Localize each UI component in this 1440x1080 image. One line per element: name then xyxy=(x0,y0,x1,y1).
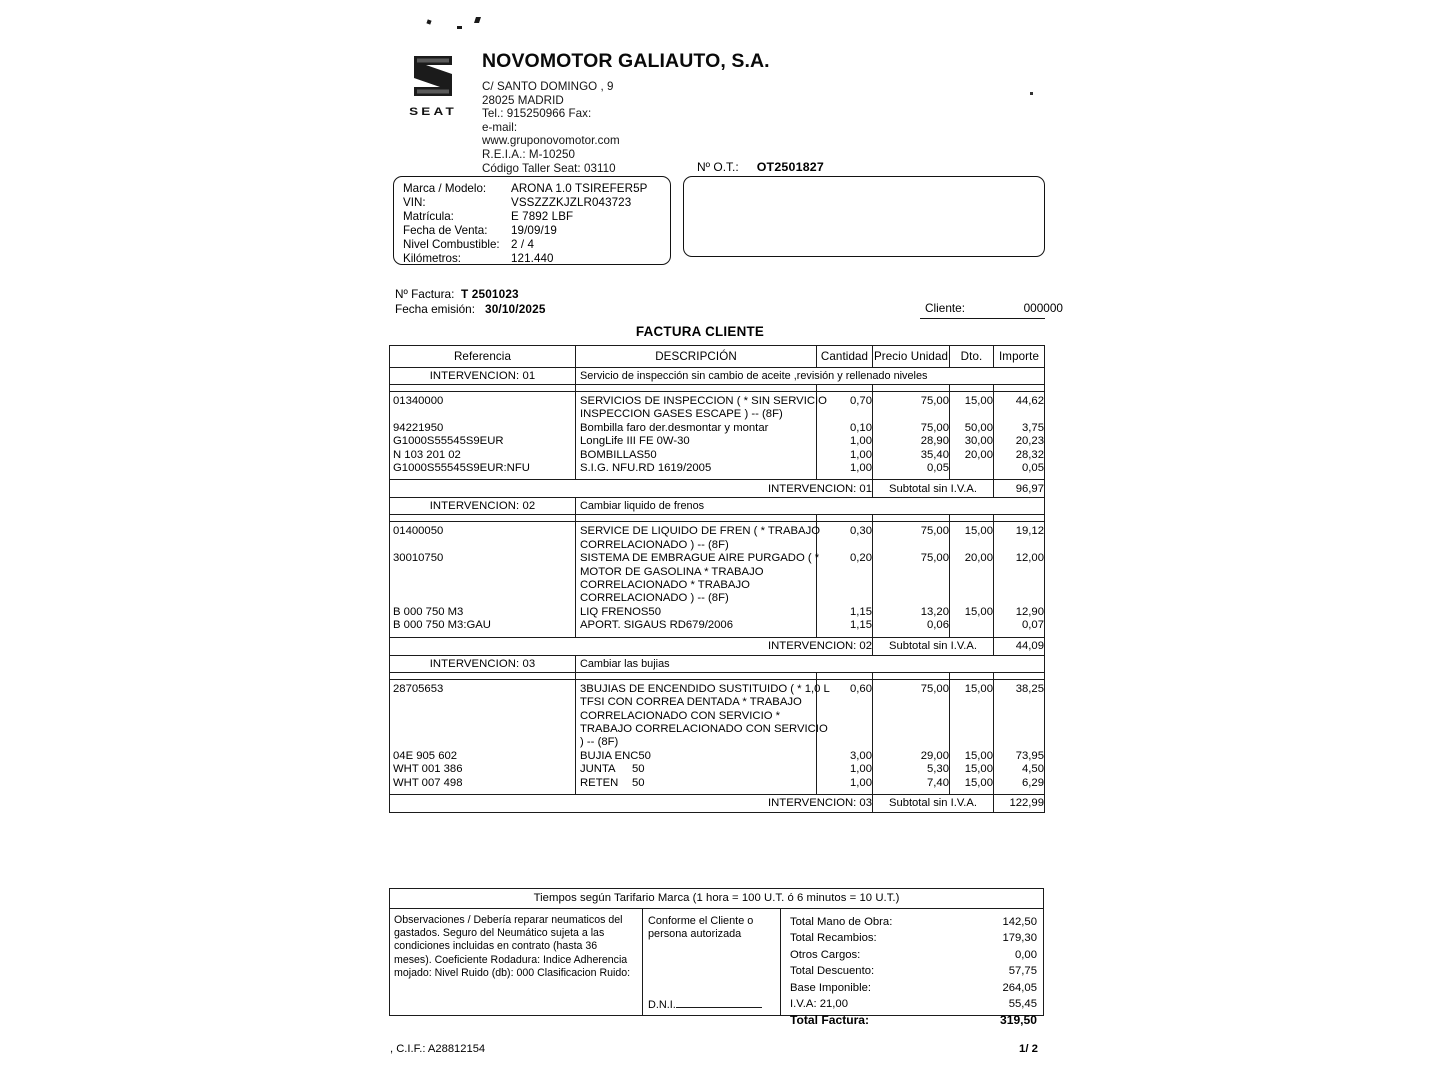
item-dto: 30,00 xyxy=(964,435,993,448)
item-cantidad: 3,00 xyxy=(850,749,872,762)
total-row-vat xyxy=(781,996,1043,1012)
order-number xyxy=(697,160,824,174)
item-desc-qtycode: 50 xyxy=(644,448,657,461)
item-dto: 20,00 xyxy=(964,552,993,565)
item-ref: G1000S55545S9EUR xyxy=(393,435,504,448)
table-row xyxy=(390,679,1045,794)
item-desc: LongLife III FE 0W-30 xyxy=(580,435,690,448)
intervention-description: Servicio de inspección sin cambio de aceite ,revisión y rellenado niveles xyxy=(576,368,1045,385)
total-value: 264,05 xyxy=(1002,981,1037,994)
total-row-grand-total xyxy=(781,1012,1043,1028)
vehicle-value: 19/09/19 xyxy=(511,223,557,237)
total-label: Total Recambios: xyxy=(790,932,877,945)
cell-importe xyxy=(994,679,1045,794)
order-number-label: Nº O.T.: xyxy=(697,160,739,174)
intervention-header-row xyxy=(390,655,1045,672)
item-desc: SERVICIOS DE INSPECCION ( * SIN SERVICIO xyxy=(580,395,827,407)
item-importe: 6,29 xyxy=(1022,776,1044,789)
vehicle-value: 121.440 xyxy=(511,251,554,265)
item-ref: 04E 905 602 xyxy=(393,749,458,762)
company-workshop-code: Código Taller Seat: 03110 xyxy=(482,161,616,175)
invoice-date-label: Fecha emisión: xyxy=(395,302,475,317)
item-desc: INSPECCION GASES ESCAPE ) -- (8F) xyxy=(580,408,783,421)
cell-dto xyxy=(950,392,994,480)
item-dto: 15,00 xyxy=(964,763,993,776)
column-header-importe: Importe xyxy=(994,346,1045,368)
total-row-other-charges xyxy=(781,947,1043,963)
item-cantidad: 0,60 xyxy=(850,682,872,695)
item-desc: S.I.G. NFU.RD 1619/2005 xyxy=(580,462,712,475)
item-desc xyxy=(580,750,816,763)
customer-number-value: 000000 xyxy=(1023,301,1063,315)
subtotal-label: Subtotal sin I.V.A. xyxy=(873,794,994,812)
customer-address-box xyxy=(683,176,1045,257)
item-desc: SISTEMA DE EMBRAGUE AIRE PURGADO ( * xyxy=(580,552,820,565)
cell-descripcion xyxy=(576,679,830,794)
conformity-text: Conforme el Cliente o persona autorizada xyxy=(648,915,754,941)
item-importe: 20,23 xyxy=(1015,435,1044,448)
footer-summary xyxy=(389,888,1044,1028)
item-desc: TFSI CON CORREA DENTADA * TRABAJO xyxy=(580,696,802,709)
invoice-number-value: T 2501023 xyxy=(461,287,519,301)
scan-artifacts xyxy=(405,14,495,32)
cell-referencia xyxy=(390,679,576,794)
spacer-row xyxy=(390,672,1045,679)
table-row xyxy=(390,522,1045,637)
vehicle-label: Marca / Modelo: xyxy=(403,182,487,195)
table-row xyxy=(390,392,1045,480)
item-desc: ) -- (8F) xyxy=(580,736,619,749)
item-precio: 0,05 xyxy=(927,462,949,475)
page-number: 1/ 2 xyxy=(1019,1043,1038,1055)
item-desc-qtycode: 50 xyxy=(638,749,651,762)
total-label: Total Descuento: xyxy=(790,965,875,978)
column-header-descripcion: DESCRIPCIÓN xyxy=(576,346,817,368)
order-number-value: OT2501827 xyxy=(756,160,824,174)
intervention-name: INTERVENCION: 03 xyxy=(390,655,576,672)
subtotal-row xyxy=(390,480,1045,498)
invoice-meta xyxy=(395,287,546,317)
item-desc: CORRELACIONADO ) -- (8F) xyxy=(580,592,729,605)
cell-dto xyxy=(950,522,994,637)
item-desc-name: LIQ FRENOS xyxy=(580,605,649,618)
dni-label: D.N.I. xyxy=(648,999,676,1011)
vehicle-info-box xyxy=(393,176,671,265)
item-ref: B 000 750 M3 xyxy=(393,605,464,618)
company-address-line: 28025 MADRID xyxy=(482,93,564,107)
vehicle-value: VSSZZZKJZLR043723 xyxy=(511,195,632,209)
customer-number-label: Cliente: xyxy=(925,301,965,315)
seat-logo xyxy=(385,52,481,119)
subtotal-label: Subtotal sin I.V.A. xyxy=(873,637,994,655)
vehicle-label: Matrícula: xyxy=(403,209,454,223)
page-title-text: FACTURA CLIENTE xyxy=(635,324,765,339)
company-name: NOVOMOTOR GALIAUTO, S.A. xyxy=(482,50,770,72)
intervention-description: Cambiar las bujias xyxy=(576,655,1045,672)
seat-wordmark: SEAT xyxy=(409,105,457,118)
invoice-number-row xyxy=(395,287,546,302)
cell-descripcion xyxy=(576,522,821,637)
total-value: 55,45 xyxy=(1008,998,1037,1011)
column-header-cantidad: Cantidad xyxy=(817,346,873,368)
item-precio: 75,00 xyxy=(920,552,949,565)
item-desc-qtycode: 50 xyxy=(632,776,645,789)
cell-dto xyxy=(950,679,994,794)
item-cantidad: 1,00 xyxy=(850,462,872,475)
subtotal-row xyxy=(390,794,1045,812)
total-label: Base Imponible: xyxy=(790,981,872,994)
item-importe: 3,75 xyxy=(1022,421,1044,434)
item-precio: 75,00 xyxy=(920,421,949,434)
item-cantidad: 0,70 xyxy=(850,395,872,407)
item-dto: 20,00 xyxy=(964,448,993,461)
item-cantidad: 0,10 xyxy=(850,421,872,434)
item-desc: CORRELACIONADO ) -- (8F) xyxy=(580,538,729,551)
item-precio: 5,30 xyxy=(927,763,949,776)
customer-number xyxy=(925,301,1063,315)
vehicle-label: VIN: xyxy=(403,195,426,209)
item-dto: 15,00 xyxy=(964,749,993,762)
subtotal-value: 44,09 xyxy=(994,637,1045,655)
subtotal-label: Subtotal sin I.V.A. xyxy=(873,480,994,498)
item-importe: 73,95 xyxy=(1015,749,1044,762)
item-desc: MOTOR DE GASOLINA * TRABAJO xyxy=(580,565,764,578)
item-importe: 38,25 xyxy=(1015,682,1044,695)
company-block xyxy=(482,50,1042,175)
subtotal-intervention-ref: INTERVENCION: 02 xyxy=(390,637,873,655)
item-precio: 35,40 xyxy=(920,448,949,461)
invoice-date-row xyxy=(395,302,546,317)
item-desc-qtycode: 50 xyxy=(632,763,645,776)
total-row-taxable-base xyxy=(781,980,1043,996)
item-ref: B 000 750 M3:GAU xyxy=(393,619,491,632)
vehicle-row-model xyxy=(403,182,670,196)
item-ref: WHT 007 498 xyxy=(393,776,463,789)
item-precio: 75,00 xyxy=(920,682,949,695)
cell-importe xyxy=(994,522,1045,637)
item-importe: 0,07 xyxy=(1022,619,1044,632)
item-desc-name: BUJIA ENC xyxy=(580,749,639,762)
intervention-header-row xyxy=(390,498,1045,515)
dni-field[interactable] xyxy=(648,999,762,1011)
total-row-discount xyxy=(781,963,1043,979)
company-email: e-mail: xyxy=(482,120,518,134)
item-ref: N 103 201 02 xyxy=(393,448,461,461)
item-ref: 01340000 xyxy=(393,395,444,407)
vehicle-value: E 7892 LBF xyxy=(511,209,574,223)
grand-total-label: Total Factura: xyxy=(790,1013,870,1028)
column-header-precio-unidad: Precio Unidad xyxy=(873,346,950,368)
intervention-name: INTERVENCION: 01 xyxy=(390,368,576,385)
subtotal-intervention-ref: INTERVENCION: 01 xyxy=(390,480,873,498)
line-items-table xyxy=(389,345,1045,813)
cell-precio xyxy=(873,392,950,480)
cell-importe xyxy=(994,392,1045,480)
item-dto: 15,00 xyxy=(964,605,993,618)
item-precio: 0,06 xyxy=(927,619,949,632)
item-desc: CORRELACIONADO * TRABAJO xyxy=(580,579,750,592)
total-label: Total Mano de Obra: xyxy=(790,916,893,928)
total-value: 142,50 xyxy=(1002,916,1037,928)
cell-precio xyxy=(873,679,950,794)
signature-box xyxy=(643,909,781,1015)
total-label: I.V.A: 21,00 xyxy=(790,998,848,1011)
item-desc-name: JUNTA xyxy=(580,763,616,776)
totals-box xyxy=(781,909,1043,1028)
item-cantidad: 0,20 xyxy=(850,552,872,565)
tariff-note: Tiempos según Tarifario Marca (1 hora = 100 U.T. ó 6 minutos = 10 U.T.) xyxy=(390,889,1043,909)
item-dto: 15,00 xyxy=(964,682,993,695)
company-website: www.gruponovomotor.com xyxy=(482,134,620,148)
item-desc: Bombilla faro der.desmontar y montar xyxy=(580,421,769,434)
item-precio: 13,20 xyxy=(920,605,949,618)
cell-referencia xyxy=(390,522,576,637)
item-desc xyxy=(580,449,816,462)
invoice-number-label: Nº Factura: xyxy=(395,287,455,301)
item-dto: 15,00 xyxy=(964,395,993,407)
vehicle-row-plate xyxy=(403,210,670,224)
item-dto: 15,00 xyxy=(964,776,993,789)
subtotal-intervention-ref: INTERVENCION: 03 xyxy=(390,794,873,812)
subtotal-value: 96,97 xyxy=(994,480,1045,498)
company-cif: , C.I.F.: A28812154 xyxy=(390,1043,486,1055)
item-desc-name: RETEN xyxy=(580,776,619,789)
vehicle-value: ARONA 1.0 TSIREFER5P xyxy=(511,182,648,195)
item-dto: 15,00 xyxy=(964,525,993,538)
page-title xyxy=(0,324,1440,339)
seat-s-mark xyxy=(408,52,458,100)
dni-input-line[interactable] xyxy=(676,999,762,1008)
item-desc xyxy=(580,763,816,776)
item-cantidad: 1,15 xyxy=(850,619,872,632)
company-address-line: C/ SANTO DOMINGO , 9 xyxy=(482,80,614,93)
cell-cantidad xyxy=(817,679,873,794)
item-desc xyxy=(580,777,816,790)
item-ref: 94221950 xyxy=(393,421,444,434)
item-ref: WHT 001 386 xyxy=(393,763,463,776)
observations-text: Observaciones / Debería reparar neumaticos del gastados. Seguro del Neumático sujeta a las condiciones incluidas en contrato (hasta 36 meses). Coeficiente Rodadura: Indice Adherencia mojado: Nivel Ruido (db): 000 Clasificacion Ruido: xyxy=(394,914,631,979)
vehicle-row-vin xyxy=(403,196,670,210)
company-reia: R.E.I.A.: M-10250 xyxy=(482,147,575,161)
item-desc xyxy=(580,606,816,619)
item-cantidad: 0,30 xyxy=(850,525,872,538)
item-ref: 01400050 xyxy=(393,525,444,538)
item-ref: G1000S55545S9EUR:NFU xyxy=(393,462,530,475)
spacer-row xyxy=(390,515,1045,522)
item-precio: 75,00 xyxy=(920,395,949,407)
item-desc: CORRELACIONADO CON SERVICIO * xyxy=(580,709,781,722)
divider xyxy=(920,318,1045,319)
item-precio: 29,00 xyxy=(920,749,949,762)
item-importe: 12,90 xyxy=(1015,605,1044,618)
column-header-dto: Dto. xyxy=(950,346,994,368)
item-desc: SERVICE DE LIQUIDO DE FREN ( * TRABAJO xyxy=(580,525,821,538)
item-precio: 7,40 xyxy=(927,776,949,789)
item-dto: 50,00 xyxy=(964,421,993,434)
total-value: 0,00 xyxy=(1015,948,1037,961)
item-importe: 19,12 xyxy=(1015,525,1044,538)
spacer-row xyxy=(390,385,1045,392)
item-cantidad: 1,00 xyxy=(850,448,872,461)
total-label: Otros Cargos: xyxy=(790,948,861,961)
item-importe: 4,50 xyxy=(1022,763,1044,776)
item-importe: 28,32 xyxy=(1015,448,1044,461)
scan-speck xyxy=(1030,92,1033,95)
total-value: 179,30 xyxy=(1002,932,1037,945)
company-phone: Tel.: 915250966 Fax: xyxy=(482,107,592,121)
item-desc: TRABAJO CORRELACIONADO CON SERVICIO xyxy=(580,722,828,735)
vehicle-row-sale-date xyxy=(403,224,670,238)
total-row-parts xyxy=(781,930,1043,946)
vehicle-label: Fecha de Venta: xyxy=(403,223,488,237)
item-desc-name: BOMBILLAS xyxy=(580,448,645,461)
intervention-header-row xyxy=(390,368,1045,385)
table-header-row xyxy=(390,346,1045,368)
item-importe: 44,62 xyxy=(1015,395,1044,407)
intervention-name: INTERVENCION: 02 xyxy=(390,498,576,515)
grand-total-value: 319,50 xyxy=(1000,1013,1037,1028)
item-cantidad: 1,00 xyxy=(850,776,872,789)
vehicle-value: 2 / 4 xyxy=(511,237,535,251)
vehicle-row-mileage xyxy=(403,252,670,266)
item-importe: 0,05 xyxy=(1022,462,1044,475)
cell-referencia xyxy=(390,392,576,480)
item-cantidad: 1,15 xyxy=(850,605,872,618)
invoice-date-value: 30/10/2025 xyxy=(485,302,546,317)
column-header-referencia: Referencia xyxy=(390,346,576,368)
item-desc: APORT. SIGAUS RD679/2006 xyxy=(580,619,733,632)
item-precio: 28,90 xyxy=(920,435,949,448)
cell-cantidad xyxy=(817,522,873,637)
item-importe: 12,00 xyxy=(1015,552,1044,565)
intervention-description: Cambiar liquido de frenos xyxy=(576,498,1045,515)
subtotal-value: 122,99 xyxy=(994,794,1045,812)
item-desc: 3BUJIAS DE ENCENDIDO SUSTITUIDO ( * 1,0 L xyxy=(580,682,830,695)
total-row-labor xyxy=(781,914,1043,930)
vehicle-label: Kilómetros: xyxy=(403,251,461,265)
item-desc-qtycode: 50 xyxy=(648,605,661,618)
cell-precio xyxy=(873,522,950,637)
total-value: 57,75 xyxy=(1008,965,1037,978)
observations-box xyxy=(390,909,643,1015)
vehicle-row-fuel-level xyxy=(403,238,670,252)
item-precio: 75,00 xyxy=(920,525,949,538)
cell-descripcion xyxy=(576,392,827,480)
item-ref: 28705653 xyxy=(393,682,444,695)
item-ref: 30010750 xyxy=(393,552,444,565)
item-cantidad: 1,00 xyxy=(850,435,872,448)
vehicle-label: Nivel Combustible: xyxy=(403,237,500,251)
subtotal-row xyxy=(390,637,1045,655)
item-cantidad: 1,00 xyxy=(850,763,872,776)
